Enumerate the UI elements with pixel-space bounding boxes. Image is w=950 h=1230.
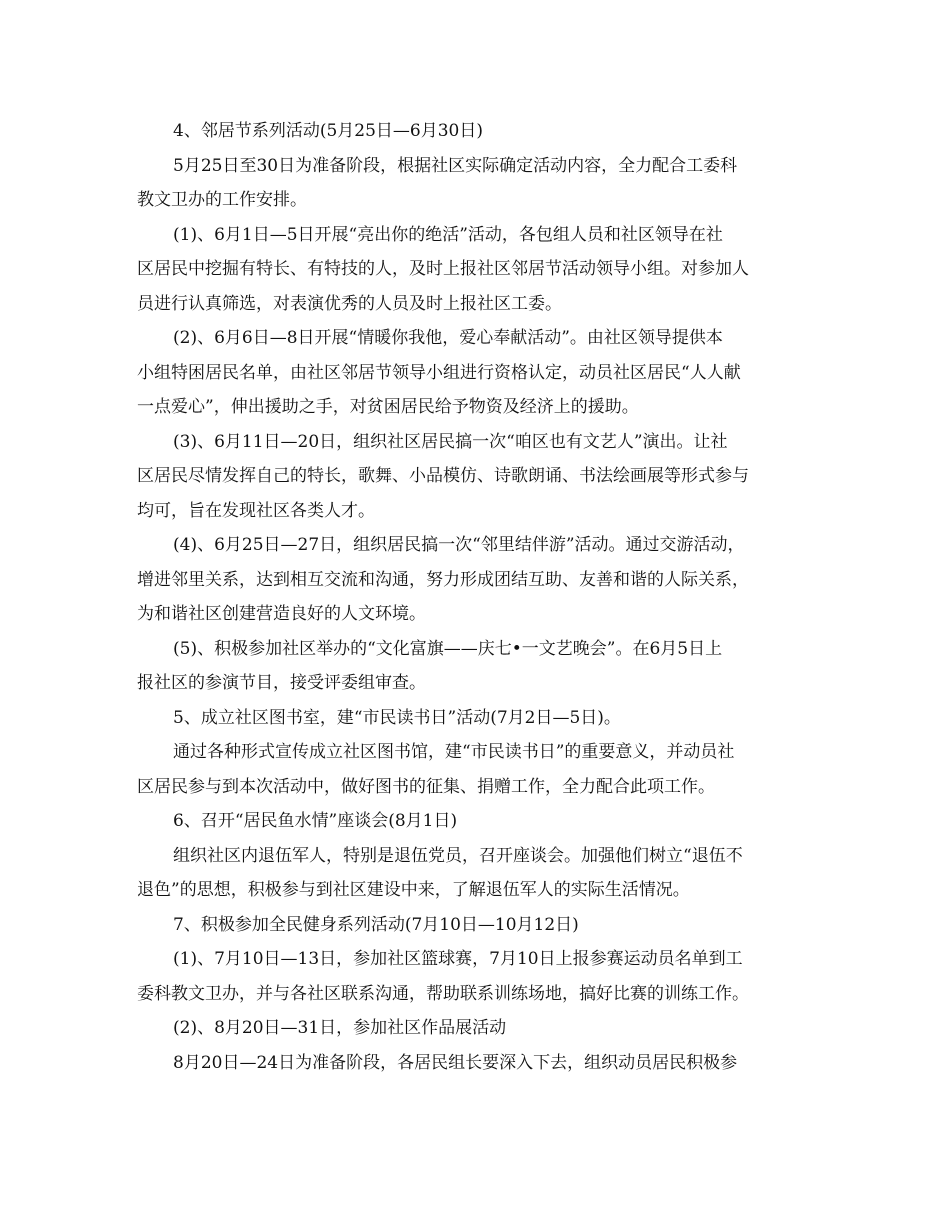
text-line: 员进行认真筛选，对表演优秀的人员及时上报社区工委。 (137, 293, 562, 314)
text-line: (2)、6月6日—8日开展“情暖你我他，爱心奉献活动”。由社区领导提供本 (173, 328, 723, 348)
text-line: 4、邻居节系列活动(5月25日—6月30日) (173, 121, 483, 141)
text-line: 一点爱心”，伸出援助之手，对贫困居民给予物资及经济上的援助。 (137, 397, 639, 417)
text-line: 教文卫办的工作安排。 (137, 190, 307, 210)
text-line: (2)、8月20日—31日，参加社区作品展活动 (173, 1018, 507, 1038)
text-line: 报社区的参演节目，接受评委组审查。 (137, 673, 426, 693)
text-line: 8月20日—24日为准备阶段，各居民组长要深入下去，组织动员居民积极参 (173, 1052, 738, 1073)
text-line: (5)、积极参加社区举办的“文化富旗——庆七•一文艺晚会”。在6月5日上 (173, 638, 723, 659)
document-body (137, 114, 817, 1080)
text-line: (1)、6月1日—5日开展“亮出你的绝活”活动，各包组人员和社区领导在社 (173, 224, 723, 245)
text-line: 增进邻里关系，达到相互交流和沟通，努力形成团结互助、友善和谐的人际关系， (137, 569, 749, 590)
text-line: 区居民尽情发挥自己的特长，歌舞、小品模仿、诗歌朗诵、书法绘画展等形式参与 (137, 466, 749, 486)
text-line: (1)、7月10日—13日，参加社区篮球赛，7月10日上报参赛运动员名单到工 (173, 949, 743, 969)
text-line: 5、成立社区图书室，建“市民读书日”活动(7月2日—5日)。 (173, 707, 621, 728)
text-line: 区居民参与到本次活动中，做好图书的征集、捐赠工作，全力配合此项工作。 (137, 776, 715, 797)
text-line: 组织社区内退伍军人，特别是退伍党员，召开座谈会。加强他们树立“退伍不 (173, 845, 743, 866)
text-line: 小组特困居民名单，由社区邻居节领导小组进行资格认定，动员社区居民“人人献 (137, 362, 741, 383)
text-line: 7、积极参加全民健身系列活动(7月10日—10月12日) (173, 914, 579, 935)
text-line: 为和谐社区创建营造良好的人文环境。 (137, 604, 426, 624)
text-line: 区居民中挖掘有特长、有特技的人，及时上报社区邻居节活动领导小组。对参加人 (137, 259, 749, 279)
text-line: 委科教文卫办，并与各社区联系沟通，帮助联系训练场地，搞好比赛的训练工作。 (137, 983, 749, 1004)
text-line: 6、召开“居民鱼水情”座谈会(8月1日) (173, 811, 458, 831)
text-line: 5月25日至30日为准备阶段，根据社区实际确定活动内容，全力配合工委科 (173, 155, 738, 176)
text-line: (3)、6月11日—20日，组织社区居民搞一次“咱区也有文艺人”演出。让社 (173, 431, 728, 452)
text-line: 均可，旨在发现社区各类人才。 (137, 500, 375, 521)
text-line: (4)、6月25日—27日，组织居民搞一次“邻里结伴游”活动。通过交游活动， (173, 535, 745, 555)
text-line: 通过各种形式宣传成立社区图书馆，建“市民读书日”的重要意义，并动员社 (173, 742, 735, 762)
text-line: 退色”的思想，积极参与到社区建设中来，了解退伍军人的实际生活情况。 (137, 880, 690, 900)
